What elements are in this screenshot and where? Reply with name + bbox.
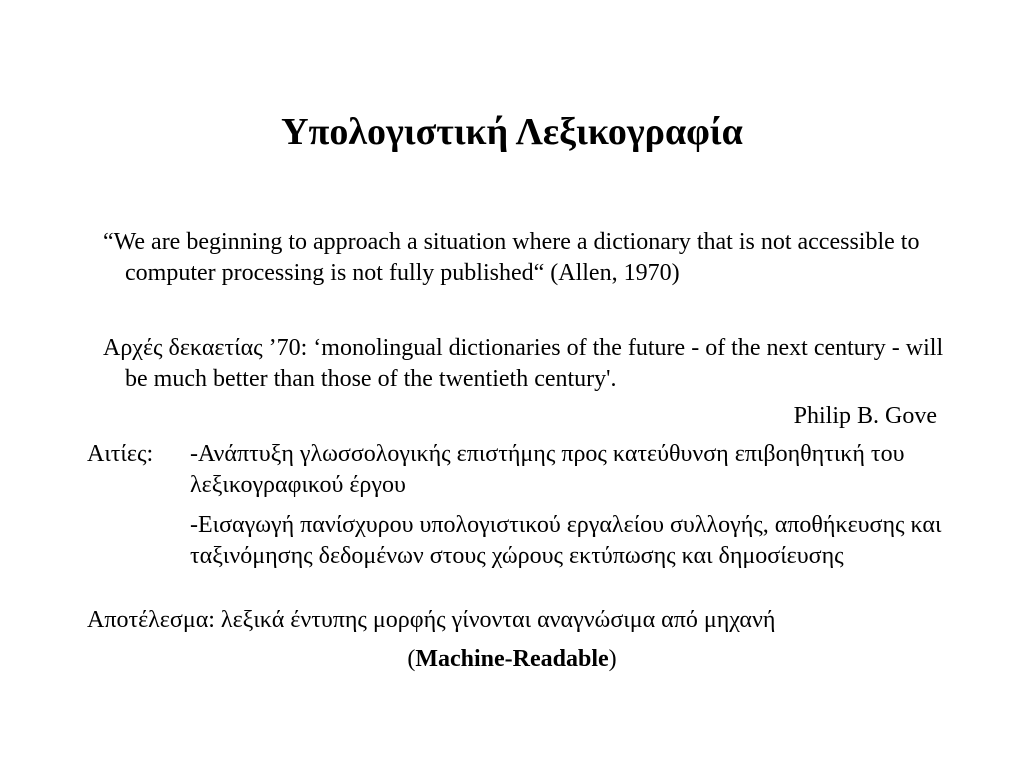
result-line: Αποτέλεσμα: λεξικά έντυπης μορφής γίνονται αναγνώσιμα από μηχανή	[87, 607, 776, 633]
cause-item-2: -Εισαγωγή πανίσχυρου υπολογιστικού εργαλείου συλλογής, αποθήκευσης και ταξινόμησης δεδομένων στους χώρους εκτύπωσης και δημοσίευσης	[190, 512, 942, 569]
quote-author: Philip B. Gove	[793, 403, 937, 429]
gove-quote: Αρχές δεκαετίας ’70: ‘monolingual dictionaries of the future - of the next century - will be much better than those of the twentieth century'.	[103, 335, 944, 392]
allen-quote: “We are beginning to approach a situation where a dictionary that is not accessible to computer processing is not fully published“ (Allen, 1970)	[103, 229, 920, 286]
slide-title: Υπολογιστική Λεξικογραφία	[281, 111, 743, 153]
cause-item-1: -Ανάπτυξη γλωσσολογικής επιστήμης προς κατεύθυνση επιβοηθητική του λεξικογραφικού έργου	[190, 441, 905, 498]
machine-readable-term: Machine-Readable	[415, 646, 609, 672]
causes-label: Αιτίες:	[87, 441, 154, 467]
machine-readable-line	[0, 644, 1024, 675]
paren-open: (	[407, 646, 416, 672]
paren-close: )	[608, 646, 617, 672]
